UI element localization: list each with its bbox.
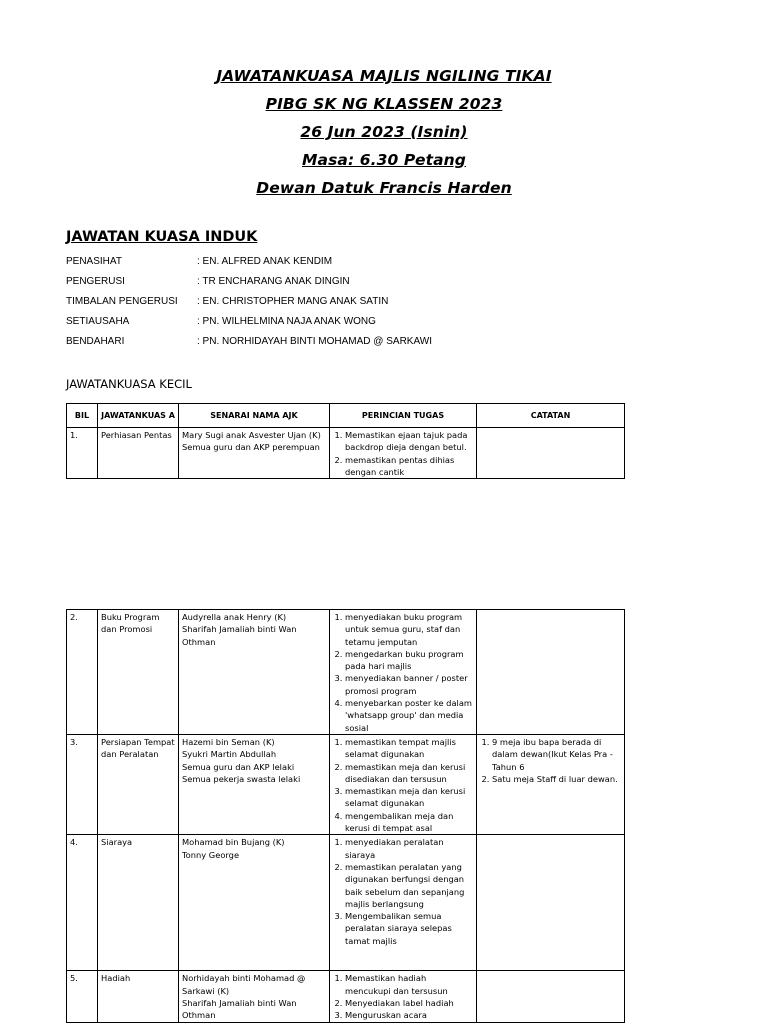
officials-list xyxy=(66,255,432,355)
document-title xyxy=(0,62,768,202)
cell-notes xyxy=(477,835,625,971)
official-role: PENASIHAT xyxy=(66,256,122,267)
member-name: Semua guru dan AKP lelaki xyxy=(182,761,295,772)
cell-tasks xyxy=(330,428,477,479)
table-header-row xyxy=(67,404,625,428)
task-item: 4. menyebarkan poster ke dalam 'whatsapp group' dan media sosial xyxy=(345,697,473,734)
cell-notes xyxy=(477,428,625,479)
task-item: 1. menyediakan buku program untuk semua guru, staf dan tetamu jemputan xyxy=(345,611,473,648)
cell-tasks xyxy=(330,734,477,834)
table-row xyxy=(67,971,625,1023)
cell-committee: Buku Program dan Promosi xyxy=(98,610,179,735)
cell-bil: 3. xyxy=(67,734,98,834)
member-name: Audyrella anak Henry (K) xyxy=(182,612,287,622)
committee-table-page1 xyxy=(66,403,625,479)
table-row xyxy=(67,734,625,834)
title-line: JAWATANKUASA MAJLIS NGILING TIKAI xyxy=(216,67,552,85)
official-row xyxy=(66,335,432,355)
title-line: Dewan Datuk Francis Harden xyxy=(256,179,512,197)
induk-heading: JAWATAN KUASA INDUK xyxy=(66,229,258,245)
cell-committee: Persiapan Tempat dan Peralatan xyxy=(98,734,179,834)
table-row xyxy=(67,835,625,971)
cell-bil: 2. xyxy=(67,610,98,735)
official-row xyxy=(66,315,432,335)
member-name: Mohamad bin Bujang (K) xyxy=(182,837,285,848)
task-item: 1. Memastikan hadiah mencukupi dan tersusun xyxy=(345,972,473,997)
official-row xyxy=(66,275,432,295)
note-item: 1. 9 meja ibu bapa berada di dalam dewan(Ikut Kelas Pra - Tahun 6 xyxy=(492,736,621,773)
cell-names xyxy=(179,428,330,479)
official-role: SETIAUSAHA xyxy=(66,316,130,327)
cell-committee: Hadiah xyxy=(98,971,179,1023)
cell-names xyxy=(179,610,330,735)
col-header-tasks: PERINCIAN TUGAS xyxy=(330,404,477,428)
task-item: 3. Menguruskan acara xyxy=(345,1009,473,1021)
official-name: : TR ENCHARANG ANAK DINGIN xyxy=(197,276,350,287)
task-item: 1. memastikan tempat majlis selamat digunakan xyxy=(345,736,473,761)
kecil-heading: JAWATANKUASA KECIL xyxy=(66,377,192,391)
official-name: : EN. ALFRED ANAK KENDIM xyxy=(197,256,333,267)
note-item: 2. Satu meja Staff di luar dewan. xyxy=(492,773,621,785)
member-name: Syukri Martin Abdullah xyxy=(182,749,277,760)
member-name: Tonny George xyxy=(182,849,240,860)
task-item: 3. menyediakan banner / poster promosi program xyxy=(345,672,473,697)
task-item: 2. memastikan pentas dihias dengan cantik xyxy=(345,454,473,479)
task-item: 2. mengedarkan buku program pada hari majlis xyxy=(345,648,473,673)
cell-committee: Siaraya xyxy=(98,835,179,971)
col-header-jawatankuasa: JAWATANKUAS A xyxy=(98,404,179,428)
member-name: Mary Sugi anak Asvester Ujan (K) xyxy=(182,430,321,440)
cell-bil: 4. xyxy=(67,835,98,971)
official-row xyxy=(66,255,432,275)
cell-names xyxy=(179,835,330,971)
member-name: Hazemi bin Seman (K) xyxy=(182,736,275,747)
cell-tasks xyxy=(330,971,477,1023)
official-name: : PN. NORHIDAYAH BINTI MOHAMAD @ SARKAWI xyxy=(197,336,432,347)
cell-committee: Perhiasan Pentas xyxy=(98,428,179,479)
table-row xyxy=(67,610,625,735)
title-line: PIBG SK NG KLASSEN 2023 xyxy=(265,95,503,113)
cell-bil: 5. xyxy=(67,971,98,1023)
cell-names xyxy=(179,971,330,1023)
official-role: PENGERUSI xyxy=(66,276,125,287)
committee-table-page2 xyxy=(66,609,625,1023)
official-role: TIMBALAN PENGERUSI xyxy=(66,296,178,307)
col-header-bil: BIL xyxy=(67,404,98,428)
cell-notes xyxy=(477,734,625,834)
task-item: 4. mengembalikan meja dan kerusi di tempat asal xyxy=(345,810,473,835)
cell-tasks xyxy=(330,835,477,971)
cell-tasks xyxy=(330,610,477,735)
task-item: 2. memastikan meja dan kerusi disediakan dan tersusun xyxy=(345,761,473,786)
member-name: Sharifah Jamaliah binti Wan Othman xyxy=(182,624,297,647)
cell-notes xyxy=(477,971,625,1023)
member-name: Semua pekerja swasta lelaki xyxy=(182,773,301,784)
task-item: 1. Memastikan ejaan tajuk pada backdrop dieja dengan betul. xyxy=(345,429,473,454)
task-item: 3. memastikan meja dan kerusi selamat digunakan xyxy=(345,785,473,810)
col-header-notes: CATATAN xyxy=(477,404,625,428)
cell-names xyxy=(179,734,330,834)
title-line: Masa: 6.30 Petang xyxy=(302,151,466,169)
task-item: 2. Menyediakan label hadiah xyxy=(345,997,473,1009)
title-line: 26 Jun 2023 (Isnin) xyxy=(300,123,468,141)
official-role: BENDAHARI xyxy=(66,336,125,347)
task-item: 3. Mengembalikan semua peralatan siaraya selepas tamat majlis xyxy=(345,910,473,947)
task-item: 2. memastikan peralatan yang digunakan berfungsi dengan baik sebelum dan sepanjang majlis berlangsung xyxy=(345,861,473,910)
task-item: 1. menyediakan peralatan siaraya xyxy=(345,836,473,861)
table-row xyxy=(67,428,625,479)
member-name: Norhidayah binti Mohamad @ Sarkawi (K) xyxy=(182,973,306,996)
official-name: : EN. CHRISTOPHER MANG ANAK SATIN xyxy=(197,296,389,307)
cell-bil: 1. xyxy=(67,428,98,479)
official-name: : PN. WILHELMINA NAJA ANAK WONG xyxy=(197,316,376,327)
official-row xyxy=(66,295,432,315)
cell-notes xyxy=(477,610,625,735)
member-name: Semua guru dan AKP perempuan xyxy=(182,442,320,453)
col-header-names: SENARAI NAMA AJK xyxy=(179,404,330,428)
member-name: Sharifah Jamaliah binti Wan Othman xyxy=(182,997,297,1021)
